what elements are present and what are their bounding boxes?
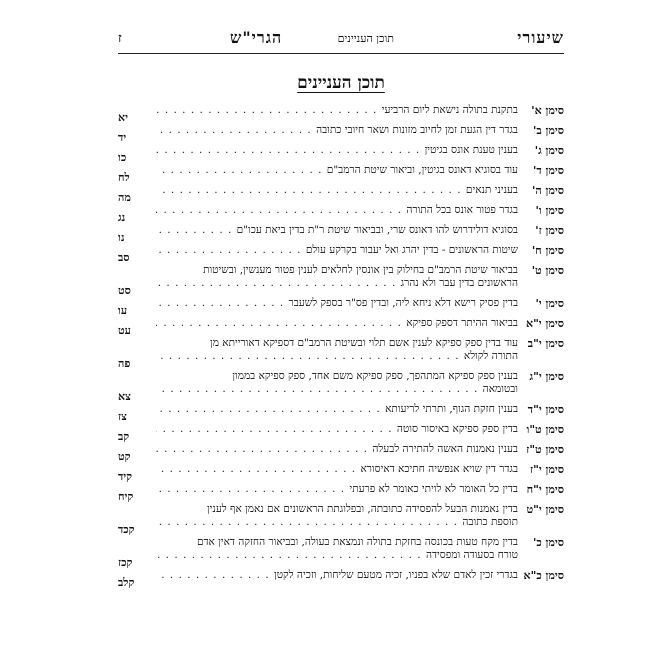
header-section-title: תוכן העניינים [337, 32, 394, 45]
entry-line: בגדר דין הגעת זמן לחיוב מזונות ושאר חיובי כתובה . . . [156, 124, 518, 137]
entry-line: ובטומאה . . . [156, 383, 518, 396]
page-number: עט [118, 324, 131, 337]
entry-line: שיטות הראשונים - בדין יהרג ואל יעבור בקרקע עולם . . . [156, 244, 518, 257]
entry-line: הראשונים בדין עבר ולא נהרג . . . [156, 277, 518, 290]
siman-label: סימן א' [531, 104, 564, 117]
siman-label: סימן י"ג [529, 370, 564, 383]
siman-label: סימן ז' [535, 224, 564, 237]
page-number: קיד [118, 470, 133, 483]
entry-line: בענין נאמנות האשה להתירה לבעלה . . . [156, 443, 518, 456]
page-number: עו [118, 304, 128, 317]
toc-entry[interactable] [118, 536, 564, 569]
page-number: נו [118, 231, 125, 244]
siman-label: סימן ט"ו [526, 423, 564, 436]
entry-line: התורה לקולא . . . [156, 350, 518, 363]
page-number: סט [118, 284, 131, 297]
siman-label: סימן ג' [534, 144, 564, 157]
siman-label: סימן י"א [526, 317, 564, 330]
toc-entry[interactable] [118, 443, 564, 463]
siman-label: סימן ט"ז [526, 443, 564, 456]
entry-text [156, 483, 518, 496]
entry-text [156, 403, 518, 416]
toc-entry[interactable] [118, 403, 564, 423]
entry-line: בענין טענת אונס בגיטין . . . [156, 144, 518, 157]
header-title-left: הגרי"ש [230, 28, 283, 47]
entry-line: בדין ספק ספיקא באיסור סוטה . . . [156, 423, 518, 436]
siman-label: סימן י"ב [527, 337, 564, 350]
entry-line: בגדרי זכין לאדם שלא בפניו, זכיה מטעם שליחות, וזכיה לקטן . . . [156, 569, 518, 582]
siman-label: סימן י"ח [526, 483, 564, 496]
siman-label: סימן י"ט [526, 503, 564, 516]
running-header [118, 28, 564, 50]
toc-entry[interactable] [118, 224, 564, 244]
entry-text [156, 104, 518, 117]
entry-text [156, 503, 518, 529]
toc-entry[interactable] [118, 503, 564, 536]
page-number: צז [118, 410, 127, 423]
page-number: קב [118, 430, 130, 443]
entry-line: בסוגיא דולידרוש להו דאונס שרי, ובביאור שיטת ר"ת בדין ביאת עכו"ם . . . [156, 224, 518, 237]
toc-entry[interactable] [118, 104, 564, 124]
toc-entry[interactable] [118, 204, 564, 224]
entry-text [156, 337, 518, 363]
entry-line: בגדר פטור אונס בכל התורה . . . [156, 204, 518, 217]
entry-text [156, 423, 518, 436]
entry-line: בדין מקח טעות בכונסה בחזקת בתולה ונמצאת בעולה, ובביאור החזקה דאין אדם [196, 536, 518, 548]
entry-line: עוד בסוגיא דאונס בגיטין, וביאור שיטת הרמב"ם . . . [156, 164, 518, 177]
siman-label: סימן י"ד [527, 403, 564, 416]
entry-line: בתקנת בתולה נישאת ליום הרביעי . . . [156, 104, 518, 117]
page-number: קכד [118, 523, 135, 536]
page-number: נג [118, 211, 126, 224]
entry-text [156, 244, 518, 257]
entry-text [156, 297, 518, 310]
entry-line: בדין כל האומר לא לויתי כאומר לא פרעתי . . . [156, 483, 518, 496]
entry-text [156, 204, 518, 217]
siman-label: סימן ו' [535, 204, 564, 217]
toc-entry[interactable] [118, 124, 564, 144]
entry-line: בדין פסיק רישא דלא ניחא ליה, ובדין פס"ר בספק לשעבר . . . [156, 297, 518, 310]
entry-text [156, 463, 518, 476]
page-title: תוכן העניינים [297, 73, 385, 93]
entry-text [156, 317, 518, 330]
siman-label: סימן ח' [531, 244, 564, 257]
page-number: פה [118, 357, 131, 370]
entry-line: בענין ספק ספיקא המתהפך, ספק ספיקא משם אחד, ספק ספיקא בממון [232, 370, 518, 382]
toc-entry[interactable] [118, 184, 564, 204]
page-number: מה [118, 191, 131, 204]
entry-line: בעניני תנאים . . . [156, 184, 518, 197]
siman-label: סימן י' [535, 297, 564, 310]
toc-entry[interactable] [118, 483, 564, 503]
toc-entry[interactable] [118, 264, 564, 297]
toc-entry[interactable] [118, 423, 564, 443]
entry-line: בביאור שיטת הרמב"ם בחילוק בין אונסין לחלאים לענין פטור מענשין, ובשיטות [203, 264, 518, 276]
page-number: לח [118, 171, 130, 184]
entry-line: בענין חזקת הגוף, ותרתי לריעותא . . . [156, 403, 518, 416]
entry-text [156, 264, 518, 290]
page-number: סב [118, 251, 130, 264]
entry-text [156, 536, 518, 562]
header-page-number: ז [118, 31, 122, 46]
siman-label: סימן ט' [531, 264, 564, 277]
entry-line: בגדר דין שויא אנפשיה חתיכא דאיסורא . . . [156, 463, 518, 476]
header-rule [118, 53, 564, 54]
entry-line: תוספת כתובה . . . [156, 516, 518, 529]
entry-text [156, 224, 518, 237]
page-number: יא [118, 111, 128, 124]
page-number: כו [118, 151, 127, 164]
toc-entry[interactable] [118, 337, 564, 370]
toc-entry[interactable] [118, 297, 564, 317]
toc-entry[interactable] [118, 569, 564, 589]
siman-label: סימן ד' [533, 164, 564, 177]
entry-text [156, 124, 518, 137]
page-number: קט [118, 450, 131, 463]
entry-line: עוד בדין ספק ספיקא לענין אשם תלוי ובשיטת הרמב"ם דספיקא דאורייתא מן [210, 337, 518, 349]
entry-text [156, 184, 518, 197]
page-number: צא [118, 390, 131, 403]
siman-label: סימן כ"א [523, 569, 564, 582]
page-number: קכז [118, 556, 133, 569]
entry-line: בדין נאמנות הבעל להפסידה כתובתה, ובפלוגתת הראשונים אם נאמן אף לענין [206, 503, 518, 515]
table-of-contents [118, 104, 564, 589]
entry-text [156, 569, 518, 582]
siman-label: סימן כ' [532, 536, 564, 549]
header-title-right: שיעורי [517, 28, 564, 47]
toc-entry[interactable] [118, 317, 564, 337]
siman-label: סימן י"ז [530, 463, 564, 476]
toc-entry[interactable] [118, 164, 564, 184]
entry-line: טורח בסעודה ומפסידה . . . [156, 549, 518, 562]
page-number: יד [118, 131, 127, 144]
entry-text [156, 164, 518, 177]
toc-entry[interactable] [118, 244, 564, 264]
siman-label: סימן ה' [532, 184, 564, 197]
page-number: קלב [118, 576, 135, 589]
entry-text [156, 370, 518, 396]
toc-entry[interactable] [118, 463, 564, 483]
page-number: קיח [118, 490, 134, 503]
toc-entry[interactable] [118, 370, 564, 403]
toc-entry[interactable] [118, 144, 564, 164]
siman-label: סימן ב' [533, 124, 564, 137]
entry-line: בביאור ההיתר דספק ספיקא . . . [156, 317, 518, 330]
entry-text [156, 144, 518, 157]
entry-text [156, 443, 518, 456]
